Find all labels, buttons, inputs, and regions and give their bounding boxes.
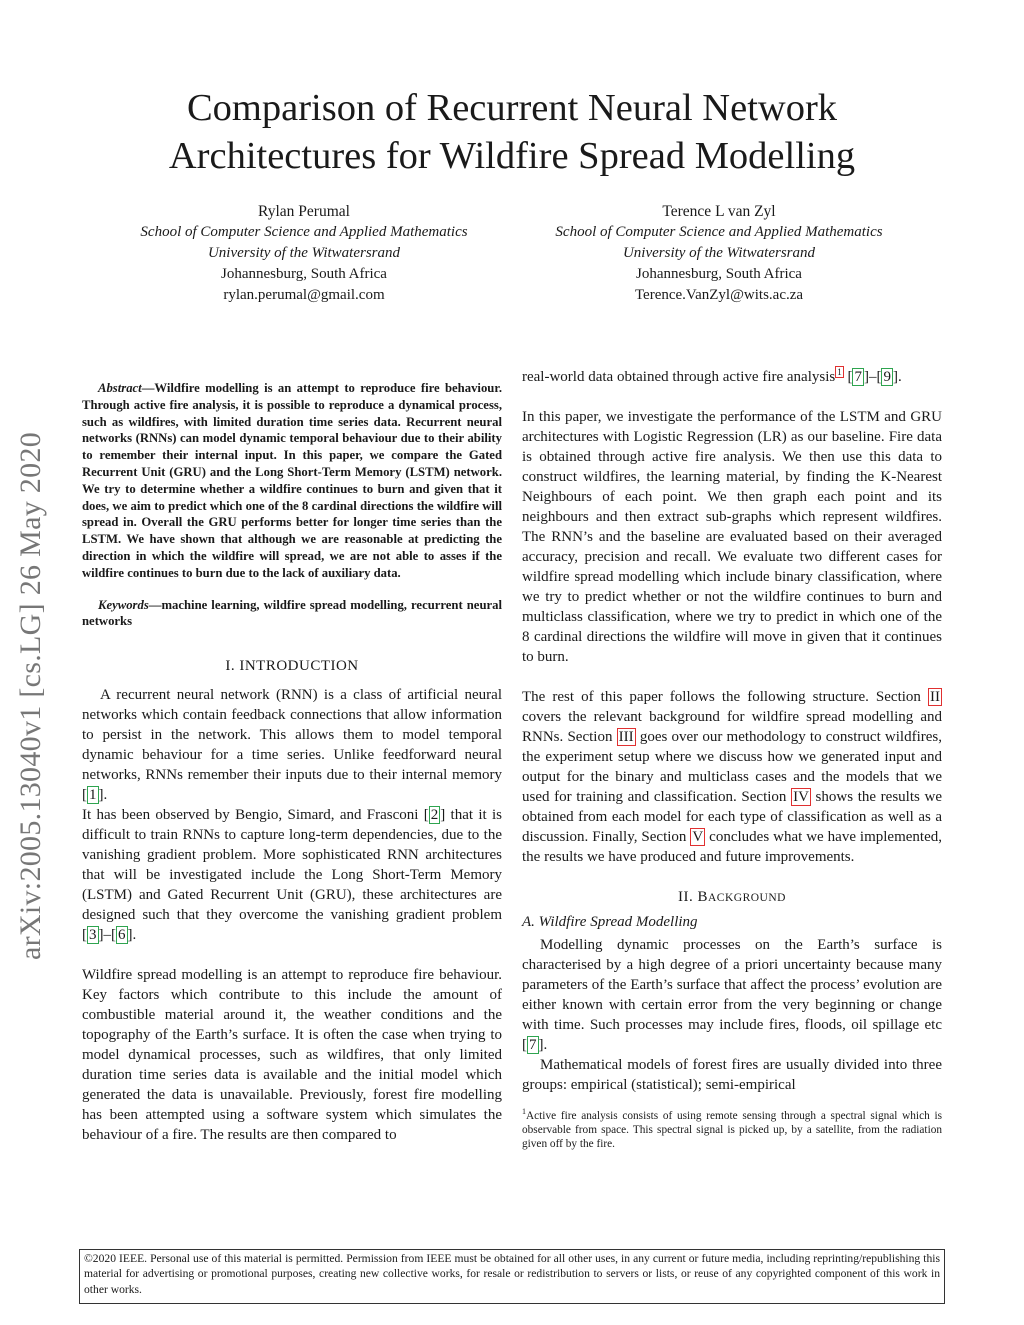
citation-link[interactable]: 3 (89, 927, 97, 944)
citation-link[interactable]: 7 (529, 1037, 537, 1053)
intro-paragraph-6 (522, 687, 942, 867)
author-block-2 (509, 201, 929, 306)
intro-paragraph-3: Wildfire spread modelling is an attempt to reproduce fire behaviour. Key factors which contribute to this include the amount of combustible material around it, the weather conditions and the topography of the Earth’s surface. It is often the case when trying to model dynamical processes, such as wildfires, that only limited duration time series data is available and the initial model which generated the data is unavailable. Previously, forest fire modelling has been attempted using a software system which simulates the behaviour of a fire. The results are then compared to (82, 967, 502, 1144)
title-line-1: Comparison of Recurrent Neural Network (186, 87, 838, 129)
keywords (82, 597, 502, 631)
author-city: Johannesburg, South Africa (636, 266, 802, 282)
section-heading-background (522, 887, 942, 908)
title-line-2: Architectures for Wildfire Spread Modelling (168, 135, 856, 177)
section-title-rest: ACKGROUND (708, 892, 786, 904)
intro-paragraph-1: A recurrent neural network (RNN) is a class of artificial neural networks which contain feedback connections that allow information to persist in the network. This allows them to model temporal dynamic behaviour for a time series. Unlike feedforward neural networks, RNNs remember their inputs due to their internal memory [ 1 ]. (82, 687, 502, 804)
author-dept: School of Computer Science and Applied Mathematics (555, 224, 883, 240)
right-p3-text: concludes what we have implemented, the results we have produced and future improvements. (522, 829, 942, 865)
section-heading-introduction: I. INTRODUCTION (225, 658, 359, 675)
intro-paragraph-4: real-world data obtained through active fire analysis $^1$ [ 7 ]–[ 9 ]. (522, 367, 902, 385)
author-block-1 (94, 201, 514, 306)
author-dept: School of Computer Science and Applied Mathematics (140, 224, 468, 240)
author-email: Terence.VanZyl@wits.ac.za (634, 287, 804, 303)
right-p3-text: The rest of this paper follows the following structure. Section (522, 689, 928, 705)
author-univ: University of the Witwatersrand (207, 245, 401, 261)
intro-p2-text-b: that it is difficult to train RNNs to capture long-term dependencies, due to the vanishing gradient problem. More sophisticated RNN architectures that will be investigated include the Long Short-Term Memory (LSTM) and Gated Recurrent Unit (GRU), these architectures are designed such that they overcome the vanishing gradient problem (82, 807, 502, 924)
footnote-text: Active fire analysis consists of using remote sensing through a spectral signal which is observable from space. This spectral signal is picked up, by a satellite, from the radiation given off by the fire. (522, 1109, 942, 1150)
right-p3-text: covers the relevant background for wildfire spread modelling and RNNs. Section (522, 709, 942, 745)
intro-paragraph-5: In this paper, we investigate the performance of the LSTM and GRU architectures with Logistic Regression (LR) as our baseline. Fire data is obtained through active fire analysis. We then use this data to construct wildfires, the learning material, by finding the K-Nearest Neighbours of each point. We then graph each point and its neighbours and then extract sub-graphs which represent wildfires. The RNN’s and the baseline are evaluated based on their averaged accuracy, precision and recall. We evaluate two different cases for wildfire spread modelling which include binary classification, where we try to predict whether or not the wildfire continues to burn and multiclass classification, where we try to predict in which one of the 8 cardinal directions the wildfire will move in given that it continues to burn. (522, 409, 942, 665)
background-paragraph-2: Mathematical models of forest fires are usually divided into three groups: empirical (statistical); semi-empirical (522, 1057, 942, 1093)
bg-p1-text: Modelling dynamic processes on the Earth’s surface is characterised by a high degree of a priori uncertainty because many parameters of the Earth’s surface that affect the process’ evolution are either known with certain error from the very beginning or change with time. Such processes may include fires, floods, oil spillage etc (522, 937, 942, 1033)
citation-link[interactable]: 1 (89, 787, 97, 804)
author-name: Rylan Perumal (258, 203, 350, 220)
background-paragraph-1: Modelling dynamic processes on the Earth’s surface is characterised by a high degree of a priori uncertainty because many parameters of the Earth’s surface that affect the process’ evolution are either known with certain error from the very beginning or change with time. Such processes may include fires, floods, oil spillage etc [ 7 ]. (522, 937, 942, 1053)
footnote (522, 1105, 942, 1151)
section-link[interactable]: III (618, 729, 634, 745)
intro-p1-text: A recurrent neural network (RNN) is a class of artificial neural networks which contain feedback connections that allow information to persist in the network. This allows them to model temporal dynamic behaviour for a time series. Unlike feedforward neural networks, RNNs remember their inputs due to their internal memory (82, 687, 502, 784)
abstract-text: —Wildfire modelling is an attempt to reproduce fire behaviour. Through active fire analysis, it is possible to reproduce a dynamical process, such as wildfires, with limited duration time series data. Recurrent neural networks (RNNs) can model dynamic temporal behaviour due to their ability to remember their internal input. In this paper, we compare the Gated Recurrent Unit (GRU) and the Long Short-Term Memory (LSTM) network. We try to determine whether a wildfire continues to burn and given that it does, we aim to predict which one of the 8 cardinal directions the wildfire will spread in. Overall the GRU performs better for longer time series than the LSTM. We have shown that although we are reasonable at predicting the direction in which the wildfire will spread, we are not able to asses if the wildfire continues to burn due to the lack of auxiliary data. (82, 381, 502, 580)
keywords-label: Keywords (98, 597, 149, 612)
right-p1-text: real-world data obtained through active fire analysis (522, 369, 836, 385)
citation-link[interactable]: 9 (883, 369, 891, 385)
abstract (82, 380, 502, 582)
citation-link[interactable]: 6 (118, 927, 126, 944)
copyright-notice: ©2020 IEEE. Personal use of this material is permitted. Permission from IEEE must be obtained for all other uses, in any current or future media, including reprinting/republishing this material for advertising or promotional purposes, creating new collective works, for resale or redistribution to servers or lists, or reuse of any copyrighted component of this work in other works. (79, 1249, 945, 1304)
section-link[interactable]: IV (793, 789, 809, 805)
author-univ: University of the Witwatersrand (622, 245, 816, 261)
arxiv-stamp: arXiv:2005.13040v1 [cs.LG] 26 May 2020 (14, 432, 47, 960)
intro-p2-text-a: It has been observed by Bengio, Simard, and Frasconi (82, 807, 424, 824)
section-link[interactable]: II (930, 689, 940, 705)
section-link[interactable]: V (692, 829, 704, 845)
right-column (522, 362, 942, 1151)
subsection-heading: A. Wildfire Spread Modelling (522, 914, 698, 930)
author-email: rylan.perumal@gmail.com (223, 287, 385, 303)
left-column (82, 380, 502, 1145)
author-name: Terence L van Zyl (662, 203, 776, 220)
footnote-mark: 1 (522, 1107, 526, 1116)
author-city: Johannesburg, South Africa (221, 266, 387, 282)
keywords-text: —machine learning, wildfire spread modelling, recurrent neural networks (82, 597, 502, 629)
right-p3-text: shows the results we obtained from each model for each type of classification as well as a discussion. Finally, Section (522, 789, 942, 845)
footnote-link[interactable]: 1 (837, 367, 842, 377)
right-p3-text: goes over our methodology to construct wildfires, the experiment setup where we discuss how we generated input and output for the binary and multiclass cases and the models that we used for training and classification. Section (522, 729, 943, 805)
page-title (80, 84, 944, 180)
citation-link[interactable]: 7 (854, 369, 862, 385)
citation-link[interactable]: 2 (430, 807, 439, 824)
intro-paragraph-2: It has been observed by Bengio, Simard, and Frasconi [ 2 ] that it is difficult to train RNNs to capture long-term dependencies, due to the vanishing gradient problem. More sophisticated RNN architectures that will be investigated include the Long Short-Term Memory (LSTM) and Gated Recurrent Unit (GRU), these architectures are designed such that they overcome the vanishing gradient problem [ 3 ]–[ 6 ]. (82, 807, 502, 944)
abstract-label: Abstract (98, 381, 142, 395)
section-number: II. B (678, 889, 708, 905)
